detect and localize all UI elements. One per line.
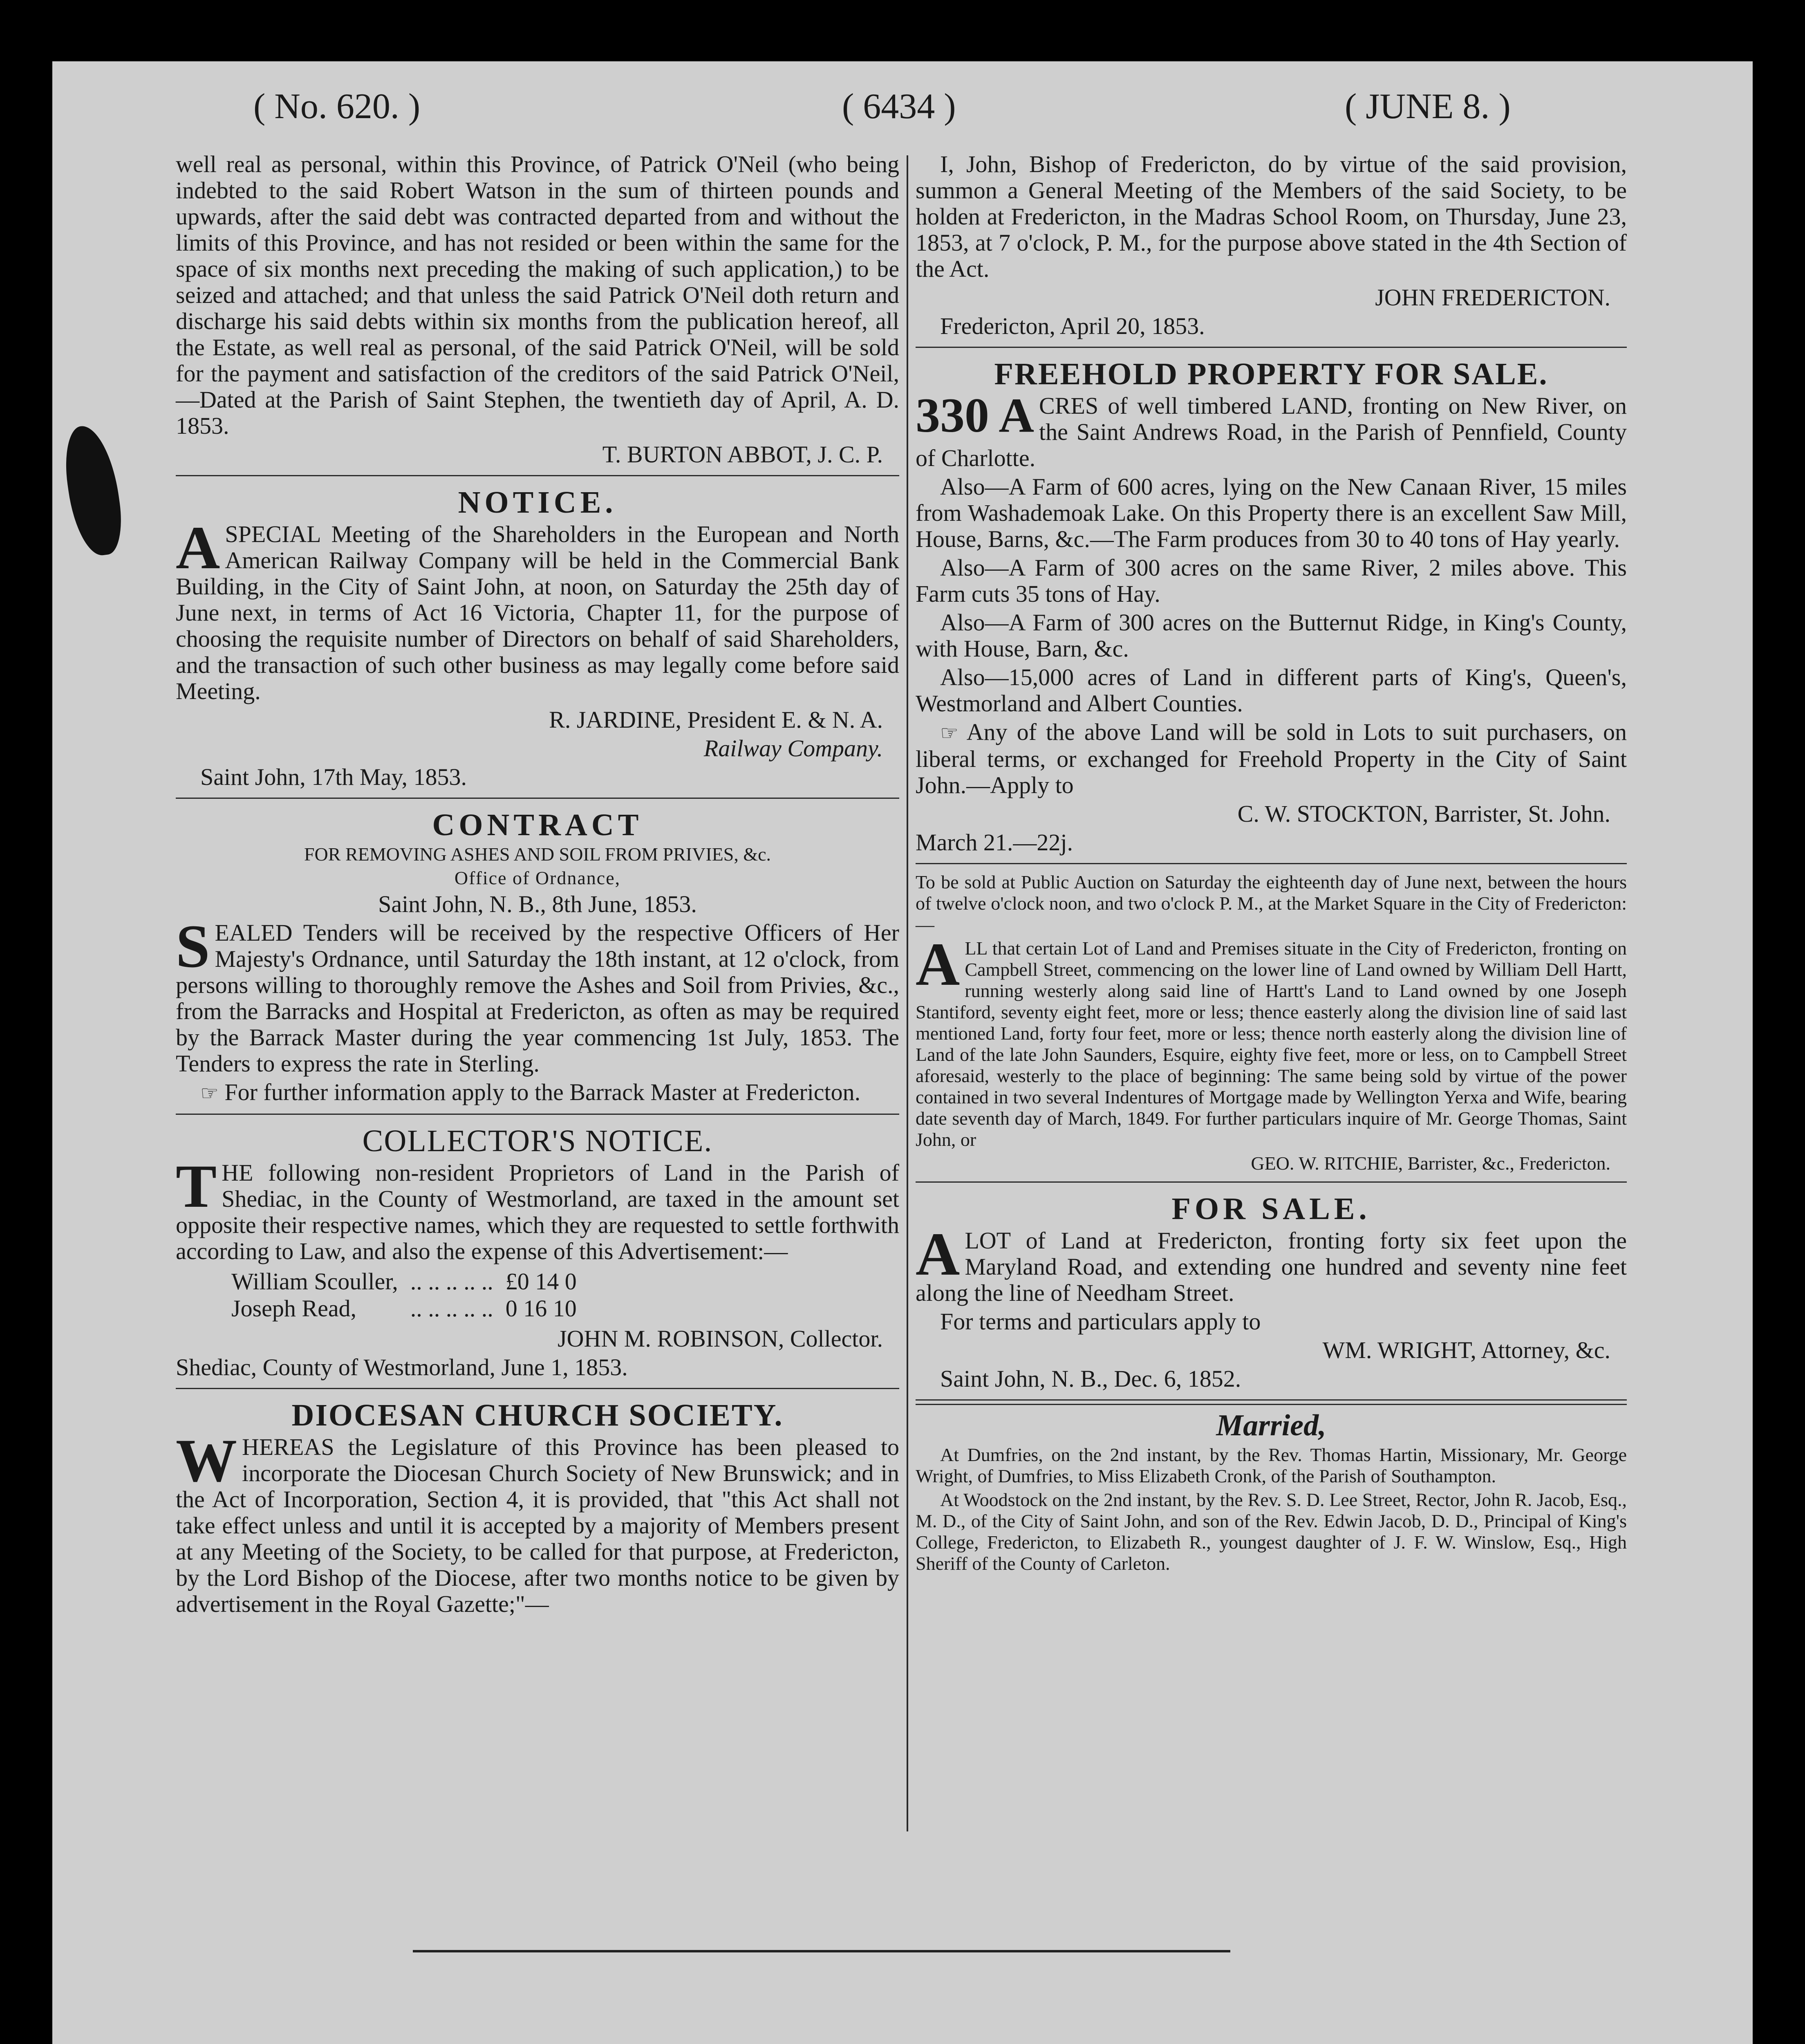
diocesan-title: DIOCESAN CHURCH SOCIETY. xyxy=(291,1398,784,1432)
pointing-hand-icon: ☞ xyxy=(200,1081,219,1105)
freehold-signature: C. W. STOCKTON, Barrister, St. John. xyxy=(1237,800,1610,827)
section-rule xyxy=(176,798,899,799)
contract-title: CONTRACT xyxy=(432,808,643,842)
ink-blot xyxy=(60,422,126,559)
drop-cap: 330 A xyxy=(916,388,1035,442)
drop-cap: T xyxy=(176,1152,217,1220)
forsale-title: FOR SALE. xyxy=(1171,1192,1371,1226)
table-row xyxy=(226,1295,582,1322)
freehold-item: Also—A Farm of 300 acres on the Butternut Ridge, in King's County, with House, Barn, &c. xyxy=(916,609,1627,662)
drop-cap: A xyxy=(916,930,960,998)
bishop-summons: I, John, Bishop of Fredericton, do by virtue of the said provision, summon a General Meeting of the Members of the said Society, to be holden at Fredericton, in the Madras School Room, on Thursday, June 23, 1853, at 7 o'clock, P. M., for the purpose above stated in the 4th Section of the Act. xyxy=(916,151,1627,282)
drop-cap: A xyxy=(916,1220,960,1288)
auction-signature: GEO. W. RITCHIE, Barrister, &c., Fredericton. xyxy=(1251,1153,1610,1174)
proprietor-name: William Scouller, xyxy=(231,1268,398,1295)
bishop-date: Fredericton, April 20, 1853. xyxy=(940,313,1205,339)
forsale-date: Saint John, N. B., Dec. 6, 1852. xyxy=(940,1365,1241,1392)
forsale-body: LOT of Land at Fredericton, fronting forty six feet upon the Maryland Road, and extending one hundred and seventy nine feet along the line of Needham Street. xyxy=(916,1227,1627,1306)
contract-subtitle: FOR REMOVING ASHES AND SOIL FROM PRIVIES, &c. xyxy=(304,844,771,865)
freehold-date: March 21.—22j. xyxy=(916,829,1073,856)
notice-signature-title: Railway Company. xyxy=(703,735,883,762)
bishop-signature: JOHN FREDERICTON. xyxy=(1375,284,1610,311)
issue-date: ( JUNE 8. ) xyxy=(1345,87,1511,126)
leader-dots: .. .. .. .. .. xyxy=(410,1268,493,1295)
drop-cap: S xyxy=(176,912,210,980)
notice-date: Saint John, 17th May, 1853. xyxy=(200,764,467,790)
forsale-terms: For terms and particulars apply to xyxy=(940,1308,1261,1335)
section-rule xyxy=(916,1181,1627,1183)
freehold-item: Also—15,000 acres of Land in different parts of King's, Queen's, Westmorland and Albert Counties. xyxy=(916,664,1627,717)
double-rule xyxy=(916,1399,1627,1405)
continued-notice-text: well real as personal, within this Province, of Patrick O'Neil (who being indebted to the said Robert Watson in the sum of thirteen pounds and upwards, after the said debt was contracted departed from and without the limits of this Province, and has not resided or been within the same for the space of six months next preceding the making of such application,) to be seized and attached; and that unless the said Patrick O'Neil doth return and discharge his said debts within six months from the publication hereof, all the Estate, as well real as personal, of the said Patrick O'Neil, will be sold for the payment and satisfaction of the creditors of the said Patrick O'Neil,—Dated at the Parish of Saint Stephen, the twentieth day of April, A. D. 1853. xyxy=(176,151,899,439)
pointing-hand-icon: ☞ xyxy=(940,721,958,745)
continued-notice-signature: T. BURTON ABBOT, J. C. P. xyxy=(602,441,883,468)
notice-body: SPECIAL Meeting of the Shareholders in the European and North American Railway Company will be held in the Commercial Bank Building, in the City of Saint John, at noon, on Saturday the 25th day of June next, in terms of Act 16 Victoria, Chapter 11, for the purpose of choosing the requisite number of Directors on behalf of said Shareholders, and the transaction of such other business as may legally come before said Meeting. xyxy=(176,521,899,704)
contract-body: EALED Tenders will be received by the respective Officers of Her Majesty's Ordnance, until Saturday the 18th instant, at 12 o'clock, from persons willing to thoroughly remove the Ashes and Soil from Privies, &c., from the Barracks and Hospital at Fredericton, as often as may be required by the Barrack Master during the year commencing 1st July, 1853. The Tenders to express the rate in Sterling. xyxy=(176,919,899,1077)
marriage-notice: At Dumfries, on the 2nd instant, by the Rev. Thomas Hartin, Missionary, Mr. George Wright, of Dumfries, to Miss Elizabeth Cronk, of the Parish of Southampton. xyxy=(916,1444,1627,1486)
collector-title: COLLECTOR'S NOTICE. xyxy=(362,1124,713,1158)
freehold-title: FREEHOLD PROPERTY FOR SALE. xyxy=(994,357,1548,391)
left-column xyxy=(176,151,899,1620)
freehold-note: Any of the above Land will be sold in Lots to suit purchasers, on liberal terms, or exchanged for Freehold Property in the City of Saint John.—Apply to xyxy=(916,719,1627,798)
contract-office: Office of Ordnance, xyxy=(454,867,621,888)
diocesan-body: HEREAS the Legislature of this Province has been pleased to incorporate the Diocesan Church Society of New Brunswick; and in the Act of Incorporation, Section 4, it is provided, that "this Act shall not take effect unless and until it is accepted by a majority of Members present at any Meeting of the Society, to be called for that purpose, at Fredericton, by the Lord Bishop of the Diocese, after two months notice to be given by advertisement in the Royal Gazette;"— xyxy=(176,1434,899,1617)
auction-body: LL that certain Lot of Land and Premises situate in the City of Fredericton, fronting on Campbell Street, commencing on the lower line of Land owned by William Dell Hartt, running westerly along said line of Hartt's Land to Land owned by one Joseph Stantiford, seventy eight feet, more or less; thence easterly along the division line of said last mentioned Land, forty four feet, more or less; thence north easterly along the division line of Land of the late John Saunders, Esquire, eighty five feet, more or less, on to Campbell Street aforesaid, westerly to the place of beginning: The same being sold by virtue of the power contained in two several Indentures of Mortgage made by Wellington Yerxa and Wife, bearing date seventh day of March, 1849. For further particulars inquire of Mr. George Thomas, Saint John, or xyxy=(916,938,1627,1150)
freehold-first: CRES of well timbered LAND, fronting on New River, on the Saint Andrews Road, in the Parish of Pennfield, County of Charlotte. xyxy=(916,392,1627,471)
contract-note: For further information apply to the Barrack Master at Fredericton. xyxy=(224,1079,861,1105)
section-rule xyxy=(176,475,899,476)
tax-amount: £0 14 0 xyxy=(505,1268,577,1295)
table-row xyxy=(226,1269,582,1295)
freehold-item: Also—A Farm of 300 acres on the same River, 2 miles above. This Farm cuts 35 tons of Hay. xyxy=(916,554,1627,607)
proprietor-name: Joseph Read, xyxy=(231,1295,357,1322)
auction-intro: To be sold at Public Auction on Saturday the eighteenth day of June next, between the hours of twelve o'clock noon, and two o'clock P. M., at the Market Square in the City of Fredericton:— xyxy=(916,872,1627,935)
section-rule xyxy=(176,1388,899,1389)
closing-rule xyxy=(413,1950,1230,1952)
marriage-notice: At Woodstock on the 2nd instant, by the Rev. S. D. Lee Street, Rector, John R. Jacob, Esq., M. D., of the City of Saint John, and son of the Rev. Edwin Jacob, D. D., Principal of King's College, Fredericton, to Elizabeth R., youngest daughter of J. F. W. Winslow, Esq., High Sheriff of the County of Carleton. xyxy=(916,1489,1627,1574)
collector-body: HE following non-resident Proprietors of Land in the Parish of Shediac, in the County of Westmorland, are taxed in the amount set opposite their respective names, which they are requested to settle forthwith according to Law, and also the expense of this Advertisement:— xyxy=(176,1159,899,1264)
freehold-item: Also—A Farm of 600 acres, lying on the New Canaan River, 15 miles from Washademoak Lake. On this Property there is an excellent Saw Mill, House, Barns, &c.—The Farm produces from 30 to 40 tons of Hay yearly. xyxy=(916,473,1627,552)
drop-cap: W xyxy=(176,1427,237,1495)
leader-dots: .. .. .. .. .. xyxy=(410,1295,493,1322)
right-column xyxy=(916,151,1627,1577)
notice-signature: R. JARDINE, President E. & N. A. xyxy=(549,706,883,733)
section-rule xyxy=(916,347,1627,348)
collector-date: Shediac, County of Westmorland, June 1, 1853. xyxy=(176,1354,628,1381)
contract-place-date: Saint John, N. B., 8th June, 1853. xyxy=(378,891,697,917)
page-number: ( 6434 ) xyxy=(842,87,956,126)
column-divider xyxy=(907,155,908,1831)
issue-number: ( No. 620. ) xyxy=(253,87,421,126)
section-rule xyxy=(916,863,1627,864)
married-heading: Married, xyxy=(1216,1409,1326,1442)
section-rule xyxy=(176,1114,899,1115)
forsale-signature: WM. WRIGHT, Attorney, &c. xyxy=(1322,1337,1610,1363)
drop-cap: A xyxy=(176,514,220,582)
tax-amount: 0 16 10 xyxy=(505,1295,577,1322)
tax-table xyxy=(225,1268,583,1322)
notice-title: NOTICE. xyxy=(458,485,617,520)
collector-signature: JOHN M. ROBINSON, Collector. xyxy=(558,1325,883,1352)
